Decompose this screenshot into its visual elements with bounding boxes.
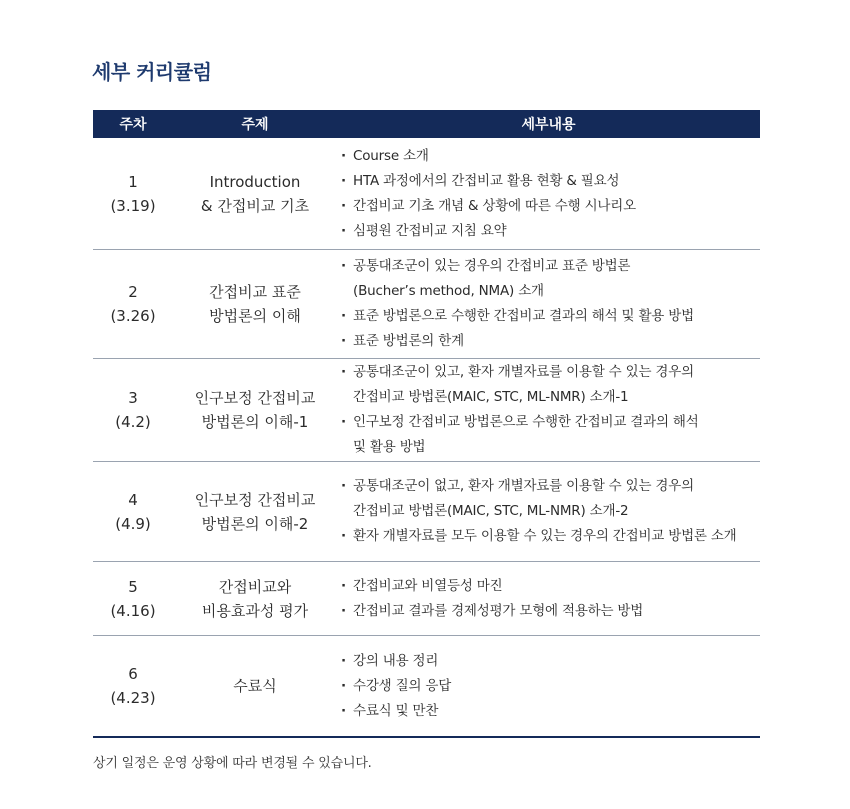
detail-cell	[337, 254, 760, 354]
topic-line: 방법론의 이해-1	[201, 413, 309, 431]
detail-cell	[337, 649, 760, 724]
table-header	[93, 110, 760, 138]
topic-cell	[173, 280, 337, 328]
list-item: · 강의 내용 정리	[341, 649, 760, 674]
week-number: 6	[128, 665, 138, 683]
header-week: 주차	[119, 117, 147, 133]
week-cell	[93, 662, 173, 710]
topic-line: 수료식	[233, 677, 277, 695]
schedule-note: 상기 일정은 운영 상황에 따라 변경될 수 있습니다.	[93, 756, 372, 771]
list-item: · 간접비교 기초 개념 & 상황에 따른 수행 시나리오	[341, 194, 760, 219]
list-item: · 심평원 간접비교 지침 요약	[341, 219, 760, 244]
week-cell	[93, 575, 173, 623]
header-topic: 주제	[241, 117, 269, 133]
detail-cell	[337, 360, 760, 460]
page-title: 세부 커리큘럼	[92, 60, 212, 84]
topic-cell	[173, 488, 337, 536]
week-number: 5	[128, 577, 138, 596]
detail-cell	[337, 474, 760, 549]
list-item: · 인구보정 간접비교 방법론으로 수행한 간접비교 결과의 해석 및 활용 방법	[341, 410, 760, 460]
table-row	[93, 636, 760, 738]
list-item: · 수강생 질의 응답	[341, 674, 760, 699]
list-item: · 간접비교와 비열등성 마진	[341, 574, 760, 599]
topic-line: 인구보정 간접비교	[194, 389, 316, 407]
topic-line: 비용효과성 평가	[201, 601, 309, 620]
week-number: 2	[128, 283, 138, 301]
week-cell	[93, 170, 173, 218]
week-date: (4.16)	[110, 601, 156, 620]
table-row	[93, 250, 760, 359]
list-item: · 수료식 및 만찬	[341, 699, 760, 724]
week-number: 3	[128, 389, 138, 407]
topic-line: Introduction	[209, 172, 301, 191]
list-item: · 표준 방법론의 한계	[341, 329, 760, 354]
list-item: · HTA 과정에서의 간접비교 활용 현황 & 필요성	[341, 169, 760, 194]
topic-line: 인구보정 간접비교	[194, 490, 316, 509]
header-detail: 세부내용	[521, 117, 576, 133]
topic-cell	[173, 386, 337, 434]
topic-cell	[173, 170, 337, 218]
table-row	[93, 462, 760, 562]
list-item: · 환자 개별자료를 모두 이용할 수 있는 경우의 간접비교 방법론 소개	[341, 524, 760, 549]
week-date: (4.2)	[115, 413, 151, 431]
table-row	[93, 138, 760, 250]
week-cell	[93, 280, 173, 328]
list-item: · 표준 방법론으로 수행한 간접비교 결과의 해석 및 활용 방법	[341, 304, 760, 329]
table-row	[93, 359, 760, 462]
detail-cell	[337, 574, 760, 624]
topic-line: & 간접비교 기초	[200, 196, 310, 215]
week-date: (3.19)	[110, 196, 156, 215]
topic-cell	[173, 674, 337, 698]
week-date: (3.26)	[110, 307, 156, 325]
week-date: (4.23)	[110, 689, 156, 707]
list-item: · 공통대조군이 없고, 환자 개별자료를 이용할 수 있는 경우의 간접비교 방법론(MAIC, STC, ML-NMR) 소개-2	[341, 474, 760, 524]
topic-line: 간접비교 표준	[209, 283, 301, 301]
topic-line: 방법론의 이해-2	[201, 514, 309, 533]
week-date: (4.9)	[115, 514, 151, 533]
topic-line: 방법론의 이해	[209, 307, 301, 325]
week-number: 1	[128, 172, 138, 191]
curriculum-table	[93, 110, 760, 738]
topic-line: 간접비교와	[218, 577, 292, 596]
list-item: · 공통대조군이 있고, 환자 개별자료를 이용할 수 있는 경우의 간접비교 방법론(MAIC, STC, ML-NMR) 소개-1	[341, 360, 760, 410]
topic-cell	[173, 575, 337, 623]
table-row	[93, 562, 760, 636]
detail-cell	[337, 144, 760, 244]
list-item: · 간접비교 결과를 경제성평가 모형에 적용하는 방법	[341, 599, 760, 624]
week-cell	[93, 488, 173, 536]
list-item: · 공통대조군이 있는 경우의 간접비교 표준 방법론 (Bucher’s method, NMA) 소개	[341, 254, 760, 304]
week-number: 4	[128, 490, 138, 509]
week-cell	[93, 386, 173, 434]
list-item: · Course 소개	[341, 144, 760, 169]
